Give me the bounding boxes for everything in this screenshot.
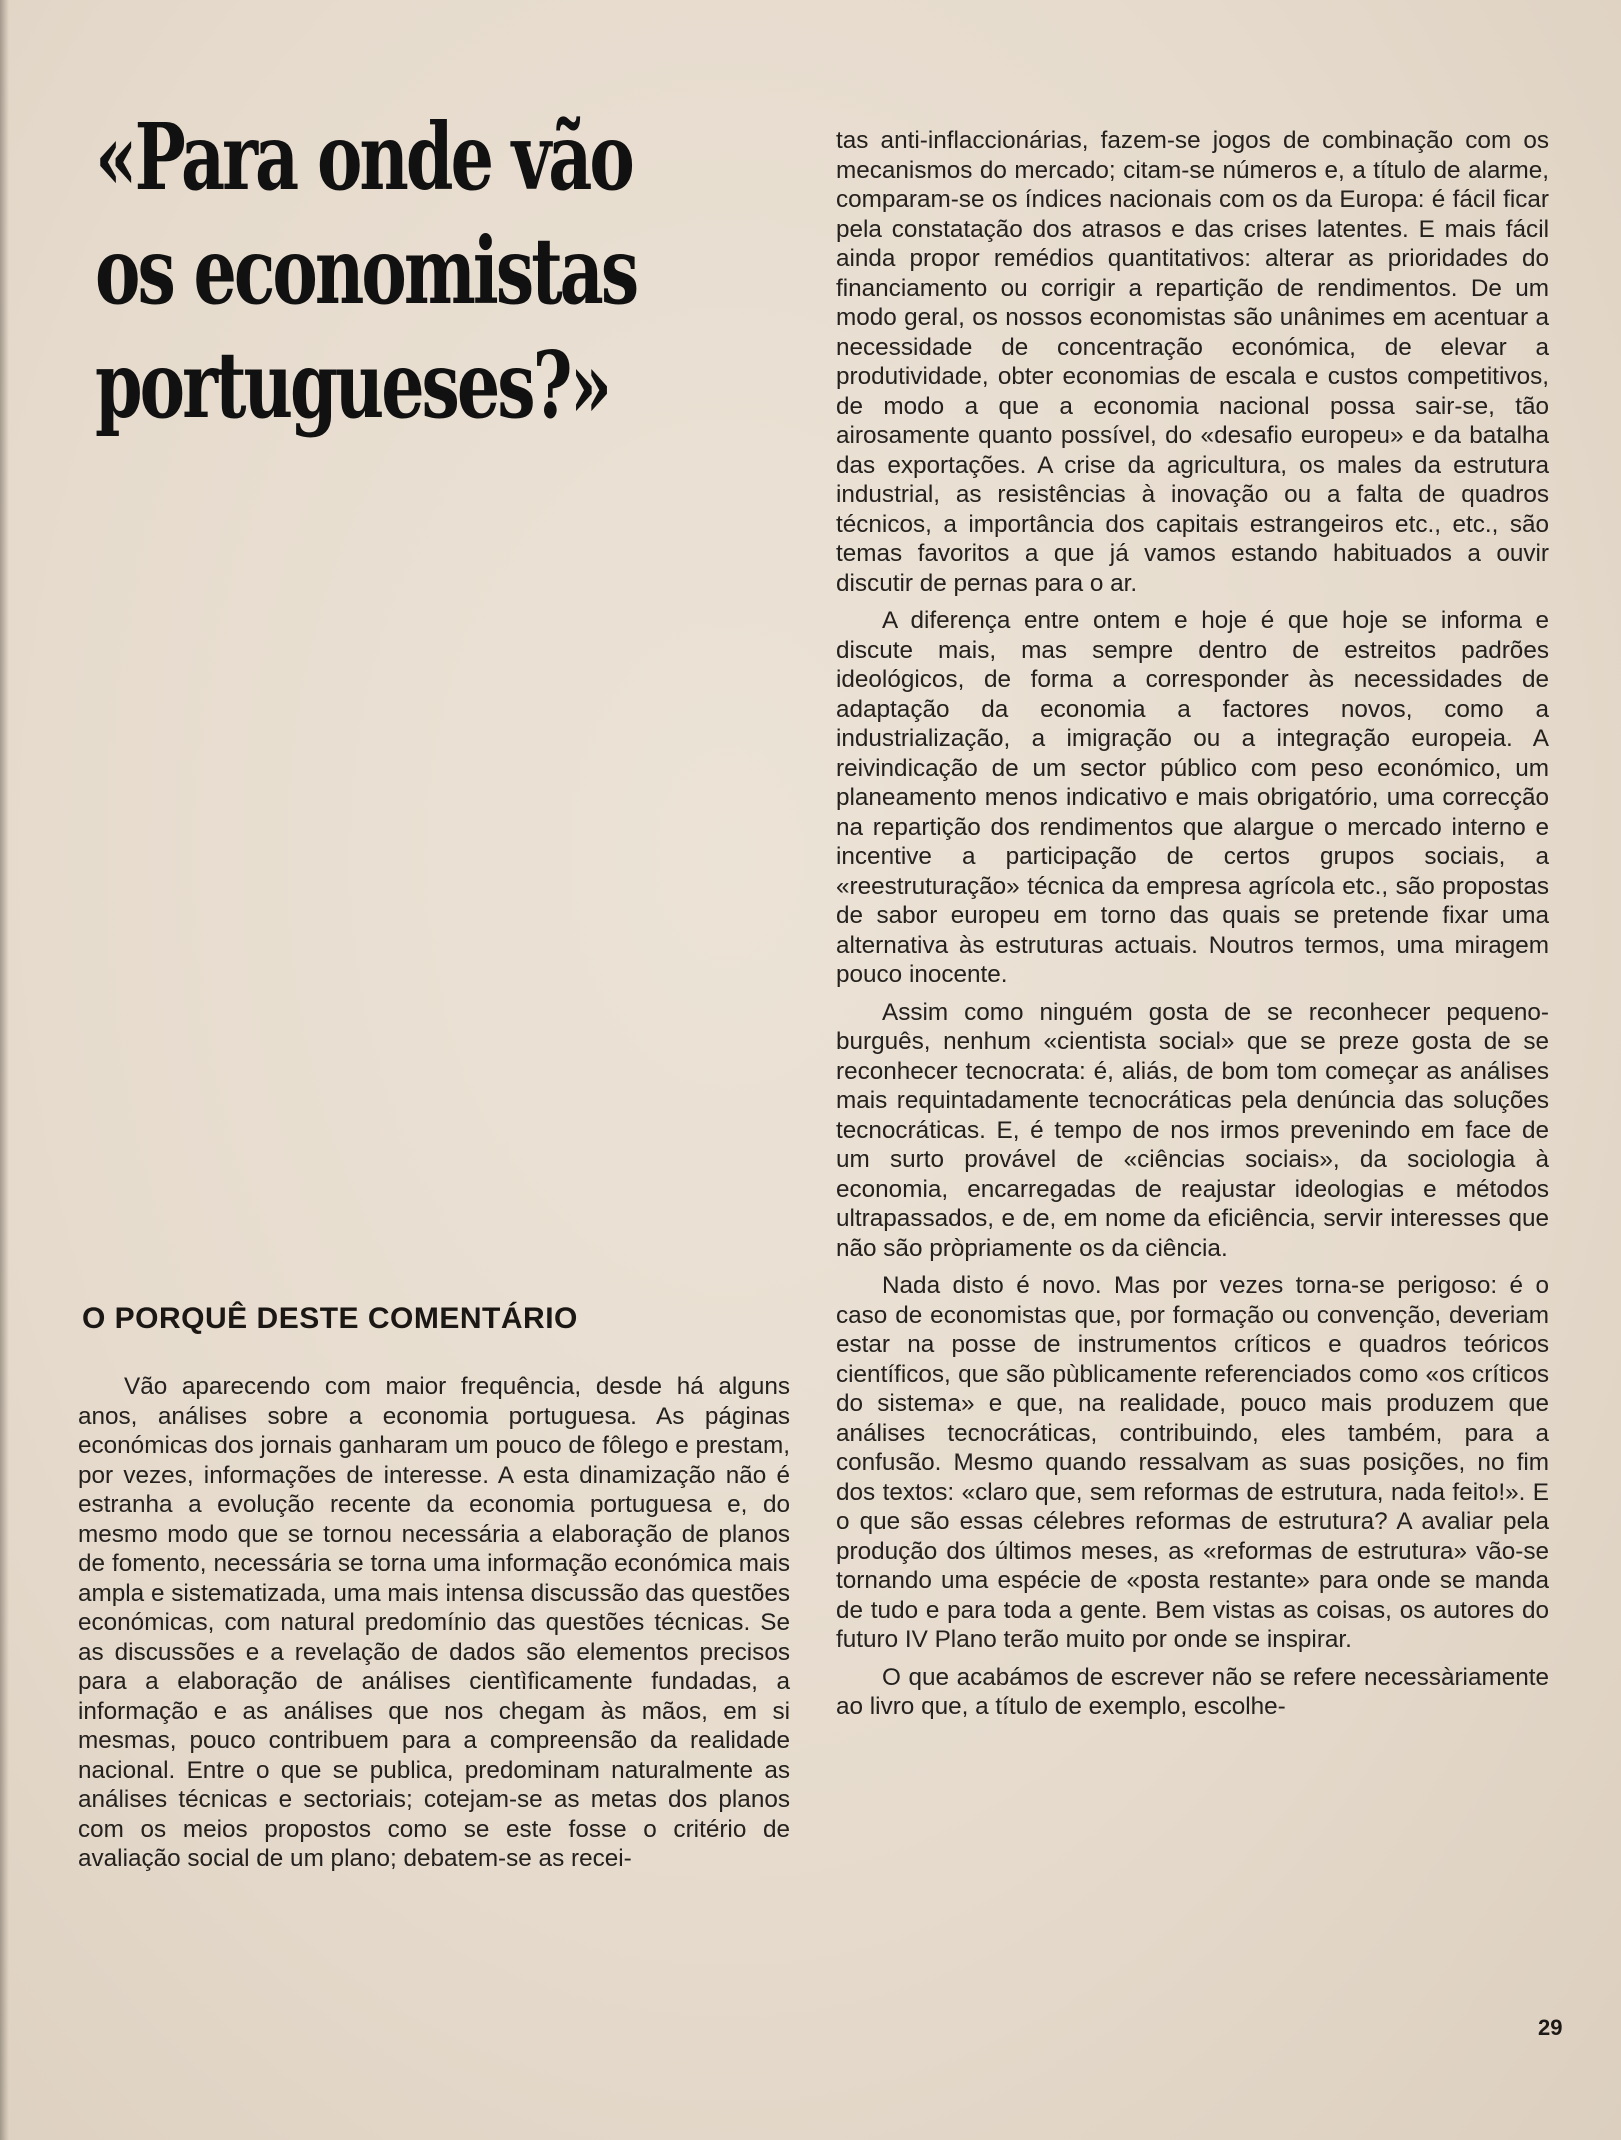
page-binding-edge (0, 0, 9, 2140)
right-text-column (836, 126, 1549, 1722)
paragraph: tas anti-inflaccionárias, fazem-se jogos de combinação com os mecanismos do mercado; citam-se números e, a título de alarme, comparam-se os índices nacionais com os da Europa: é fácil ficar pela constatação dos atrasos e das crises latentes. E mais fácil ainda propor remédios quantitativos: alterar as prioridades do financiamento ou corrigir a repartição de rendimentos. De um modo geral, os nossos economistas são unânimes em acentuar a necessidade de concentração económica, de elevar a produtividade, obter economias de escala e custos competitivos, de modo a que a economia nacional possa sair-se, tão airosamente quanto possível, do «desafio europeu» e da batalha das exportações. A crise da agricultura, os males da estrutura industrial, as resistências à inovação ou a falta de quadros técnicos, a importância dos capitais estrangeiros etc., etc., são temas favoritos a que já vamos estando habituados a ouvir discutir de pernas para o ar. (836, 127, 1549, 597)
title-line-2: os economistas (95, 217, 637, 325)
section-heading: O PORQUÊ DESTE COMENTÁRIO (82, 1302, 578, 1335)
title-line-1: «Para onde vão (95, 103, 632, 211)
paragraph: Vão aparecendo com maior frequência, desde há alguns anos, análises sobre a economia portuguesa. As páginas económicas dos jornais ganharam um pouco de fôlego e prestam, por vezes, informações de interesse. A esta dinamização não é estranha a evolução recente da economia portuguesa e, do mesmo modo que se tornou necessária a elaboração de planos de fomento, necessária se torna uma informação económica mais ampla e sistematizada, uma mais intensa discussão das questões económicas, com natural predomínio das questões técnicas. Se as discussões e a revelação de dados são elementos precisos para a elaboração de análises cientìficamente fundadas, a informação e as análises que nos chegam às mãos, em si mesmas, pouco contribuem para a compreensão da realidade nacional. Entre o que se publica, predominam naturalmente as análises técnicas e sectoriais; cotejam-se as metas dos planos com os meios propostos como se este fosse o critério de avaliação social de um plano; debatem-se as recei- (78, 1373, 790, 1872)
article-title (95, 100, 637, 442)
page-number: 29 (1538, 2015, 1563, 2040)
title-line-3: portugueses?» (95, 331, 610, 439)
paragraph: A diferença entre ontem e hoje é que hoje se informa e discute mais, mas sempre dentro de estreitos padrões ideológicos, de forma a corresponder às necessidades de adaptação da economia a factores novos, como a industrialização, a imigração ou a integração europeia. A reivindicação de um sector público com peso económico, um planeamento menos indicativo e mais obrigatório, uma correcção na repartição dos rendimentos que alargue o mercado interno e incentive a participação de certos grupos sociais, a «reestruturação» técnica da empresa agrícola etc., são propostas de sabor europeu em torno das quais se pretende fixar uma alternativa às estruturas actuais. Noutros termos, uma miragem pouco inocente. (836, 607, 1549, 988)
paragraph: Assim como ninguém gosta de se reconhecer pequeno-burguês, nenhum «cientista social» que se preze gosta de se reconhecer tecnocrata: é, aliás, de bom tom começar as análises mais requintadamente tecnocráticas pela denúncia das soluções tecnocráticas. E, é tempo de nos irmos prevenindo em face de um surto provável de «ciências sociais», da sociologia à economia, encarregadas de reajustar ideologias e métodos ultrapassados, e de, em nome da eficiência, servir interesses que não são pròpriamente os da ciência. (836, 998, 1549, 1262)
paragraph: O que acabámos de escrever não se refere necessàriamente ao livro que, a título de exemplo, escolhe- (836, 1663, 1549, 1720)
paragraph: Nada disto é novo. Mas por vezes torna-se perigoso: é o caso de economistas que, por formação ou convenção, deveriam estar na posse de instrumentos críticos e quadros teóricos científicos, que são pùblicamente referenciados como «os críticos do sistema» e que, na realidade, pouco mais produzem que análises tecnocráticas, contribuindo, eles também, para a confusão. Mesmo quando ressalvam as suas posições, no fim dos textos: «claro que, sem reformas de estrutura, nada feito!». E o que são essas célebres reformas de estrutura? A avaliar pela produção dos últimos meses, as «reformas de estrutura» vão-se tornando uma espécie de «posta restante» para onde se manda de tudo e para toda a gente. Bem vistas as coisas, os autores do futuro IV Plano terão muito por onde se inspirar. (836, 1272, 1549, 1653)
left-text-column (78, 1372, 790, 1874)
